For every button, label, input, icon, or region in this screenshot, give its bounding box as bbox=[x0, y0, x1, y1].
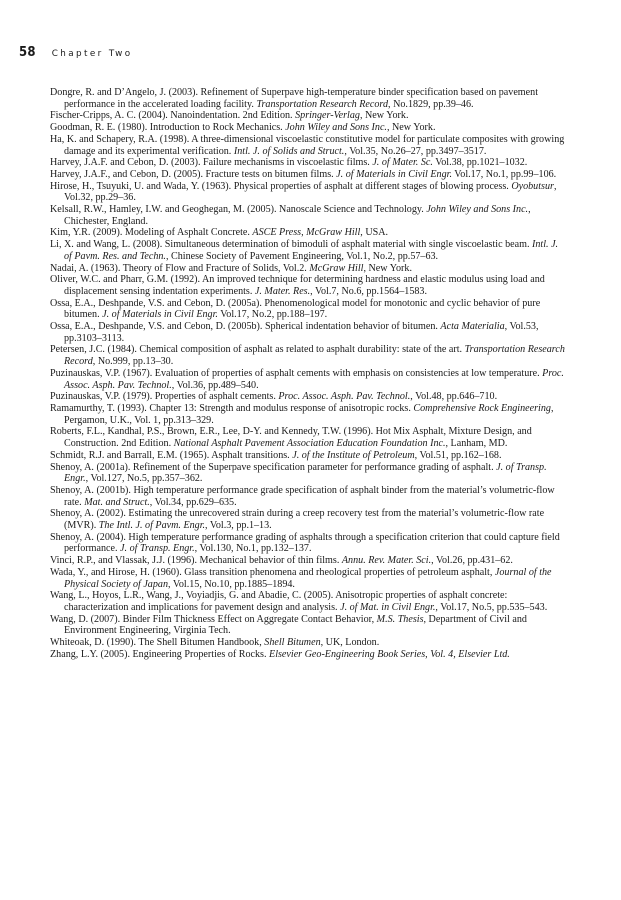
reference-text: , Vol.26, pp.431–62. bbox=[431, 555, 513, 567]
reference-entry bbox=[50, 239, 568, 262]
reference-text: Schmidt, R.J. and Barrall, E.M. (1965). Asphalt transitions. bbox=[50, 449, 293, 461]
reference-text: , Vol.34, pp.629–635. bbox=[149, 496, 237, 508]
reference-text: Oliver, W.C. and Pharr, G.M. (1992). An improved technique for determining hardness and elastic modulus using load and displacement sensing indentation experiments. bbox=[50, 274, 545, 297]
reference-text: , No.999, pp.13–30. bbox=[92, 356, 174, 368]
reference-text: , Vol.32, pp.29–36. bbox=[64, 180, 557, 204]
reference-source: Springer-Verlag bbox=[295, 110, 360, 122]
reference-text: , New York. bbox=[359, 110, 409, 122]
reference-entry bbox=[50, 567, 568, 590]
reference-text: Harvey, J.A.F. and Cebon, D. (2003). Failure mechanisms in viscoelastic films. bbox=[50, 157, 373, 169]
reference-text: Roberts, F.L., Kandhal, P.S., Brown, E.R., Lee, D-Y. and Kennedy, T.W. (1996). Hot Mix Asphalt, Mixture Design, and Construction. 2nd Edition. bbox=[50, 426, 532, 450]
reference-text: Nadai, A. (1963). Theory of Flow and Fracture of Solids, Vol.2. bbox=[50, 262, 310, 274]
reference-text: Ramamurthy, T. (1993). Chapter 13: Strength and modulus response of anisotropic rocks. bbox=[50, 402, 414, 414]
reference-entry bbox=[50, 134, 568, 157]
reference-text: , Vol.15, No.10, pp.1885–1894. bbox=[168, 578, 295, 590]
reference-text: Wang, L., Hoyos, L.R., Wang, J., Voyiadjis, G. and Abadie, C. (2005). Anisotropic properties of asphalt concrete: characterization and implications for pavement design and analysis. bbox=[50, 590, 508, 613]
reference-entry bbox=[50, 508, 568, 531]
reference-text: , UK, London. bbox=[320, 637, 380, 649]
reference-entry bbox=[50, 532, 568, 555]
reference-text: Shenoy, A. (2001b). High temperature performance grade specification of asphalt binder from the material’s volumetric-flow rate. bbox=[50, 484, 555, 508]
reference-entry bbox=[50, 614, 568, 637]
reference-text: , Vol.130, No.1, pp.132–137. bbox=[194, 543, 312, 555]
reference-text: Vinci, R.P., and Vlassak, J.J. (1996). Mechanical behavior of thin films. bbox=[50, 555, 342, 567]
reference-text: Vol.17, No.2, pp.188–197. bbox=[217, 309, 328, 321]
reference-text: Li, X. and Wang, L. (2008). Simultaneous determination of bimoduli of asphalt material with single viscoelastic beam. bbox=[50, 239, 532, 251]
reference-entry bbox=[50, 555, 568, 567]
reference-source: Transportation Research Record bbox=[256, 98, 389, 110]
reference-entry bbox=[50, 110, 568, 122]
reference-source: J. of Materials in Civil Engr. bbox=[336, 168, 452, 180]
reference-text: Whiteoak, D. (1990). The Shell Bitumen Handbook, bbox=[50, 637, 265, 649]
reference-source: Oyobutsur bbox=[511, 180, 554, 192]
reference-text: Puzinauskas, V.P. (1979). Properties of asphalt cements. bbox=[50, 391, 279, 403]
reference-text: , Lanham, MD. bbox=[445, 438, 508, 450]
reference-source: Journal of the Physical Society of Japan bbox=[64, 566, 552, 590]
reference-text: , No.1829, pp.39–46. bbox=[388, 98, 474, 110]
reference-text: Wada, Y., and Hirose, H. (1960). Glass transition phenomena and rheological properties of petroleum asphalt, bbox=[50, 566, 495, 578]
reference-source: Proc. Assoc. Asph. Pav. Technol. bbox=[64, 367, 564, 391]
reference-text: Petersen, J.C. (1984). Chemical composition of asphalt as related to asphalt durability: state of the art. bbox=[50, 344, 465, 356]
reference-text: , Vol.127, No.5, pp.357–362. bbox=[85, 473, 203, 485]
reference-source: National Asphalt Pavement Association Education Foundation Inc. bbox=[173, 438, 446, 450]
reference-text: , New York. bbox=[363, 262, 412, 274]
reference-text: , Vol.48, pp.646–710. bbox=[410, 391, 498, 403]
reference-text: Zhang, L.Y. (2005). Engineering Properties of Rocks. bbox=[50, 648, 270, 660]
reference-text: Shenoy, A. (2001a). Refinement of the Superpave specification parameter for performance grading of asphalt. bbox=[50, 461, 497, 473]
reference-source: Elsevier Geo-Engineering Book Series, Vol. 4, Elsevier Ltd. bbox=[269, 648, 510, 660]
reference-source: J. of Transp. Engr. bbox=[64, 461, 547, 485]
reference-entry bbox=[50, 122, 568, 134]
reference-text: , Vol.7, No.6, pp.1564–1583. bbox=[310, 285, 427, 297]
reference-entry bbox=[50, 298, 568, 321]
reference-text: Kim, Y.R. (2009). Modeling of Asphalt Concrete. bbox=[50, 227, 253, 239]
reference-text: , Chichester, England. bbox=[64, 204, 531, 227]
reference-text: Harvey, J.A.F., and Cebon, D. (2005). Fracture tests on bitumen films. bbox=[50, 168, 337, 180]
reference-source: Mat. and Struct. bbox=[84, 496, 150, 508]
reference-entry bbox=[50, 426, 568, 449]
reference-text: , Vol.36, pp.489–540. bbox=[171, 379, 259, 391]
reference-source: Shell Bitumen bbox=[264, 637, 321, 649]
reference-source: Intl. J. of Solids and Struct. bbox=[233, 145, 345, 157]
reference-entry bbox=[50, 368, 568, 391]
reference-entry bbox=[50, 169, 568, 181]
reference-entry bbox=[50, 181, 568, 204]
reference-source: Intl. J. of Pavm. Res. and Techn. bbox=[64, 239, 559, 262]
reference-source: The Intl. J. of Pavm. Engr. bbox=[98, 520, 206, 532]
reference-entry bbox=[50, 227, 568, 239]
reference-source: Transportation Research Record bbox=[64, 344, 565, 368]
reference-text: Wang, D. (2007). Binder Film Thickness Effect on Aggregate Contact Behavior, bbox=[50, 613, 377, 625]
reference-list bbox=[50, 87, 568, 660]
reference-text: , Vol.51, pp.162–168. bbox=[414, 449, 502, 461]
reference-source: John Wiley and Sons Inc. bbox=[426, 204, 529, 216]
reference-entry bbox=[50, 204, 568, 227]
reference-entry bbox=[50, 87, 568, 110]
reference-entry bbox=[50, 157, 568, 169]
chapter-label: Chapter Two bbox=[51, 49, 133, 59]
reference-text: Goodman, R. E. (1980). Introduction to Rock Mechanics. bbox=[50, 122, 286, 134]
reference-source: J. of Mater. Sc. bbox=[372, 157, 433, 169]
reference-text: Hirose, H., Tsuyuki, U. and Wada, Y. (1963). Physical properties of asphalt at different stages of blowing process. bbox=[50, 180, 512, 192]
reference-source: J. of Materials in Civil Engr. bbox=[102, 309, 218, 321]
reference-text: Ossa, E.A., Deshpande, V.S. and Cebon, D. (2005a). Phenomenological model for monotonic and cyclic behavior of pure bitumen. bbox=[50, 297, 541, 321]
reference-source: J. of the Institute of Petroleum bbox=[292, 449, 415, 461]
reference-source: ASCE Press, McGraw Hill bbox=[252, 227, 361, 239]
reference-entry bbox=[50, 462, 568, 485]
reference-entry bbox=[50, 590, 568, 613]
reference-entry bbox=[50, 403, 568, 426]
running-header bbox=[19, 45, 133, 60]
reference-entry bbox=[50, 344, 568, 367]
reference-text: Ha, K. and Schapery, R.A. (1998). A three-dimensional viscoelastic constitutive model for particulate composites with growing damage and its experimental verification. bbox=[50, 133, 565, 157]
reference-text: Shenoy, A. (2002). Estimating the unrecovered strain during a creep recovery test from the material’s volumetric-flow rate (MVR). bbox=[50, 508, 545, 532]
reference-entry bbox=[50, 274, 568, 297]
reference-source: John Wiley and Sons Inc. bbox=[285, 122, 387, 134]
reference-entry bbox=[50, 637, 568, 649]
reference-entry bbox=[50, 649, 568, 661]
reference-text: Vol.17, No.1, pp.99–106. bbox=[451, 168, 557, 180]
reference-text: Shenoy, A. (2004). High temperature performance grading of asphalts through a specification criterion that could capture field performance. bbox=[50, 531, 560, 555]
reference-text: Kelsall, R.W., Hamley, I.W. and Geoghegan, M. (2005). Nanoscale Science and Technology. bbox=[50, 204, 427, 216]
reference-entry bbox=[50, 485, 568, 508]
reference-text: Vol.38, pp.1021–1032. bbox=[432, 157, 528, 169]
reference-source: J. of Transp. Engr. bbox=[120, 543, 195, 555]
reference-text: , USA. bbox=[360, 227, 389, 239]
reference-text: Fischer-Cripps, A. C. (2004). Nanoindentation. 2nd Edition. bbox=[50, 110, 296, 122]
reference-entry bbox=[50, 263, 568, 275]
reference-source: M.S. Thesis bbox=[376, 613, 424, 625]
reference-source: Proc. Assoc. Asph. Pav. Technol. bbox=[278, 391, 411, 403]
reference-text: Ossa, E.A., Deshpande, V.S. and Cebon, D. (2005b). Spherical indentation behavior of bitumen. bbox=[50, 321, 441, 333]
reference-text: , Chinese Society of Pavement Engineering, Vol.1, No.2, pp.57–63. bbox=[165, 250, 439, 262]
reference-source: Comprehensive Rock Engineering bbox=[413, 402, 551, 414]
reference-text: , New York. bbox=[386, 122, 436, 134]
reference-entry bbox=[50, 321, 568, 344]
reference-text: Puzinauskas, V.P. (1967). Evaluation of properties of asphalt cements with emphasis on consistencies at low temperature. bbox=[50, 367, 543, 379]
reference-source: J. Mater. Res. bbox=[254, 285, 311, 297]
page-number: 58 bbox=[19, 45, 36, 60]
reference-entry bbox=[50, 391, 568, 403]
reference-text: , Vol.35, No.26–27, pp.3497–3517. bbox=[344, 145, 487, 157]
reference-text: , Department of Civil and Environment Engineering, Virginia Tech. bbox=[64, 613, 527, 637]
reference-source: Acta Materialia bbox=[440, 321, 505, 333]
reference-text: , Vol.53, pp.3103–3113. bbox=[64, 321, 539, 344]
reference-text: , Vol.3, pp.1–13. bbox=[205, 520, 272, 532]
reference-text: Dongre, R. and D’Angelo, J. (2003). Refinement of Superpave high-temperature binder specification based on pavement performance in the accelerated loading facility. bbox=[50, 87, 538, 110]
reference-entry bbox=[50, 450, 568, 462]
reference-text: , Pergamon, U.K., Vol. 1, pp.313–329. bbox=[64, 402, 554, 426]
reference-source: McGraw Hill bbox=[309, 262, 364, 274]
reference-source: Annu. Rev. Mater. Sci. bbox=[341, 555, 432, 567]
reference-text: , Vol.17, No.5, pp.535–543. bbox=[435, 601, 548, 613]
reference-source: J. of Mat. in Civil Engr. bbox=[340, 601, 436, 613]
